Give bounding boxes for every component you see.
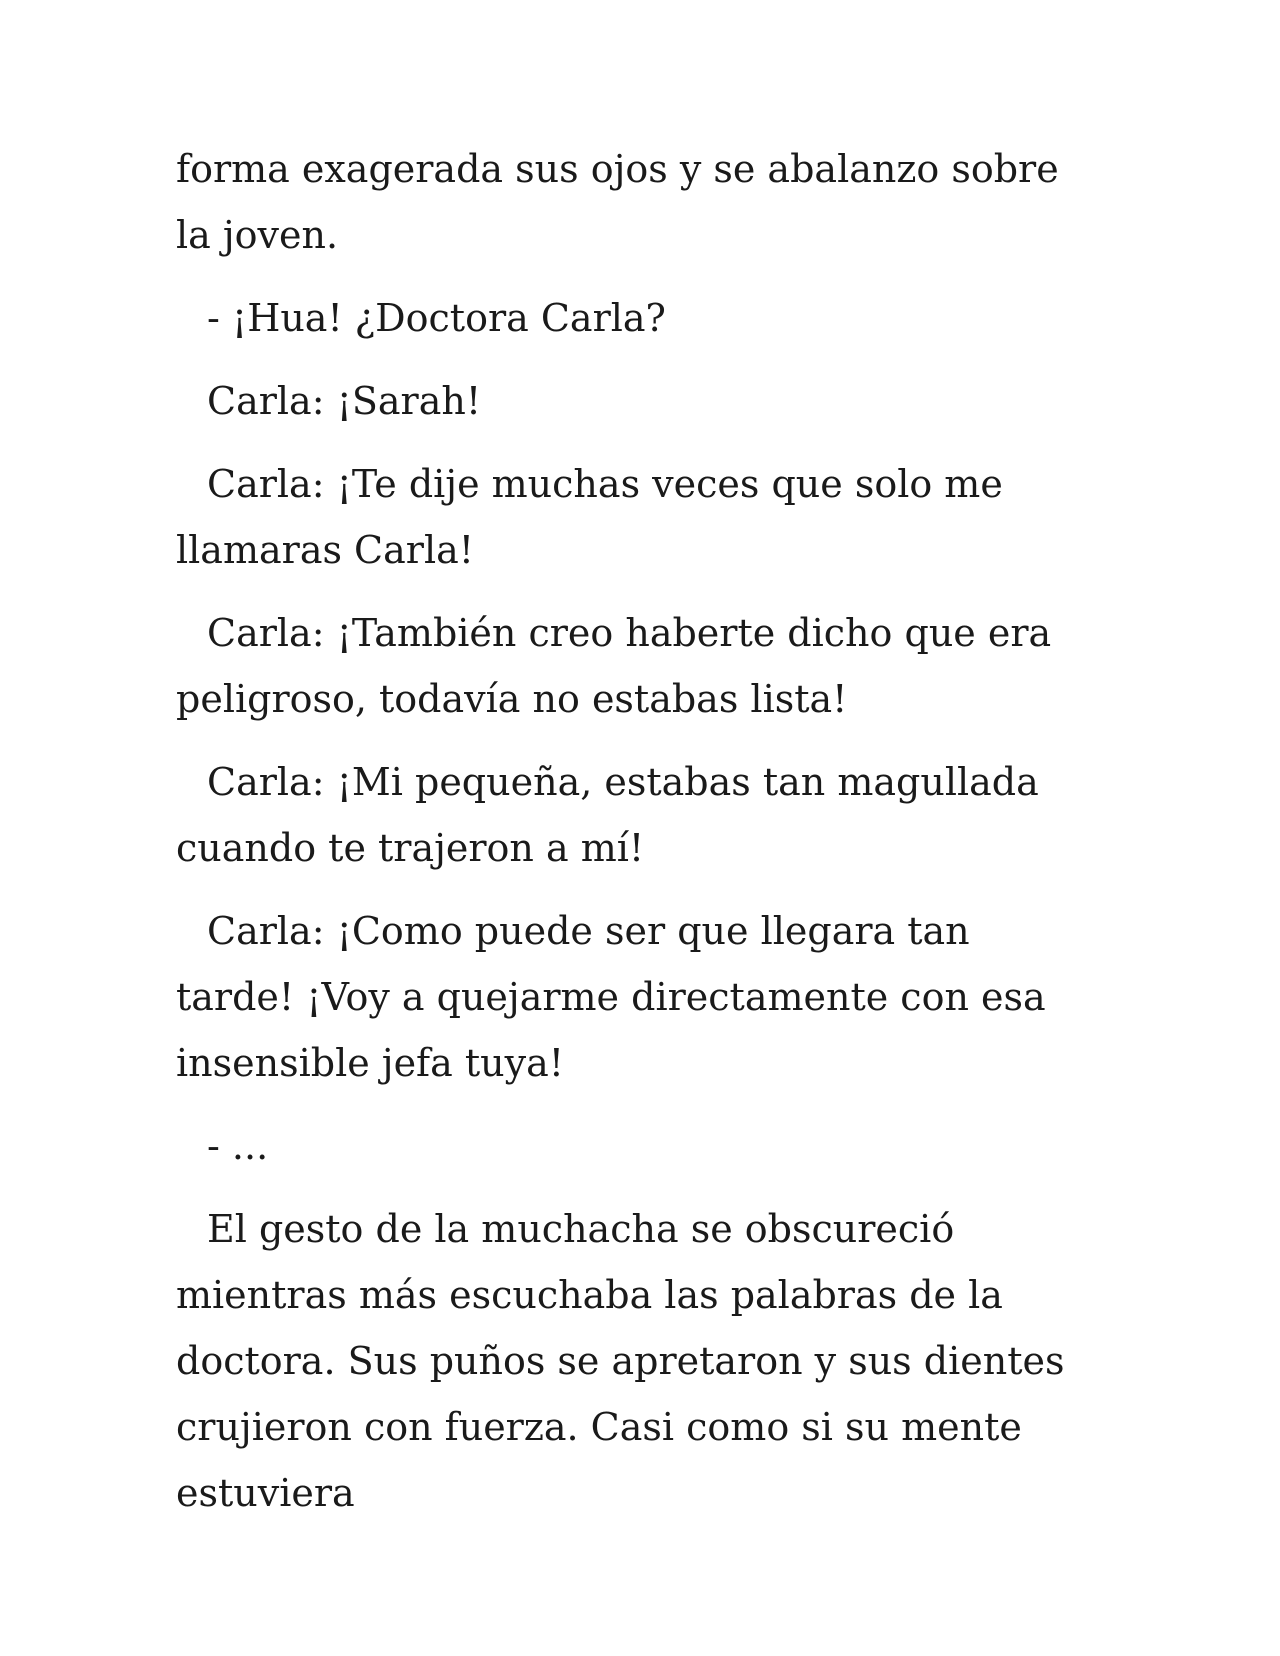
dialogue-line-carla-5: Carla: ¡Como puede ser que llegara tan tarde! ¡Voy a quejarme directamente con esa insensible jefa tuya!: [176, 909, 1046, 1085]
dialogue-line-carla-1: Carla: ¡Sarah!: [207, 379, 482, 423]
dialogue-line-carla-3: Carla: ¡También creo haberte dicho que era peligroso, todavía no estabas lista!: [176, 611, 1052, 721]
dialogue-line-sarah-greeting: - ¡Hua! ¿Doctora Carla?: [207, 296, 666, 340]
page-body-text: [176, 136, 1096, 1543]
dialogue-line-carla-2: Carla: ¡Te dije muchas veces que solo me llamaras Carla!: [176, 462, 1003, 572]
dialogue-line-silence: - ...: [207, 1124, 269, 1168]
narration-paragraph: El gesto de la muchacha se obscureció mientras más escuchaba las palabras de la doctora. Sus puños se apretaron y sus dientes crujieron con fuerza. Casi como si su mente estuviera: [176, 1207, 1065, 1515]
paragraph-continuation: forma exagerada sus ojos y se abalanzo sobre la joven.: [176, 147, 1059, 257]
dialogue-line-carla-4: Carla: ¡Mi pequeña, estabas tan magullada cuando te trajeron a mí!: [176, 760, 1039, 870]
